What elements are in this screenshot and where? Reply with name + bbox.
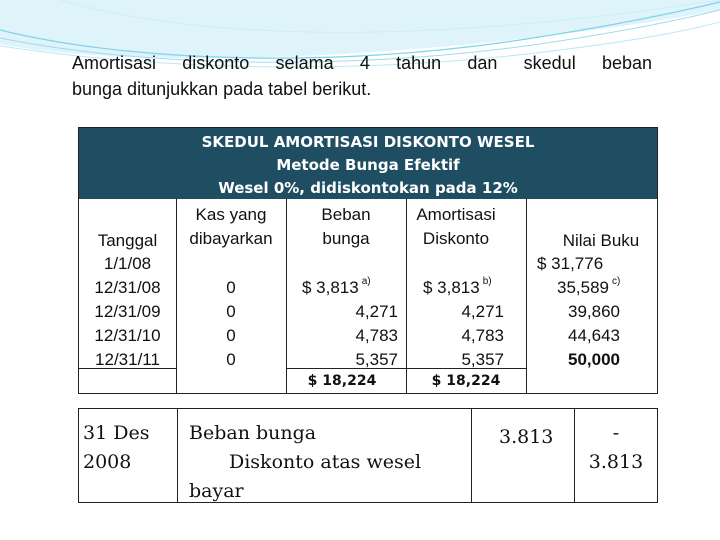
total-interest: $ 18,224: [307, 373, 377, 389]
cash-cell: 0: [226, 350, 236, 369]
intro-line-1: Amortisasi diskonto selama 4 tahun dan skedul beban: [72, 53, 652, 73]
header-tanggal: Tanggal: [97, 231, 158, 250]
journal-account-debit: Beban bunga: [189, 422, 317, 444]
amortization-cell: 5,357: [461, 350, 504, 369]
date-cell: 12/31/11: [95, 350, 160, 369]
header-nilai-buku: Nilai Buku: [562, 231, 640, 250]
journal-date-year: 2008: [83, 451, 132, 473]
book-value-cell: 44,643: [568, 326, 620, 345]
schedule-note: Wesel 0%, didiskontokan pada 12%: [218, 179, 518, 197]
book-value-cell: 50,000: [568, 350, 620, 369]
footnote-b: b): [482, 276, 492, 287]
interest-cell: $ 3,813 $^{a)}$: [302, 276, 371, 297]
interest-cell: 5,357: [355, 350, 398, 369]
journal-account-credit-cont: bayar: [189, 480, 244, 502]
intro-line-2: bunga ditunjukkan pada tabel berikut.: [72, 79, 372, 99]
date-cell: 1/1/08: [103, 254, 152, 273]
journal-credit-amount: 3.813: [588, 451, 644, 473]
journal-entry-table: [78, 408, 658, 503]
intro-text: [72, 50, 652, 102]
schedule-header: [79, 128, 657, 199]
journal-account-credit: Diskonto atas wesel: [229, 451, 422, 473]
schedule-title: SKEDUL AMORTISASI DISKONTO WESEL: [201, 133, 535, 151]
journal-credit-dash: -: [612, 422, 620, 444]
book-value-cell: 39,860: [568, 302, 620, 321]
footnote-a: a): [361, 276, 371, 287]
book-value-cell: $ 31,776: [537, 254, 604, 273]
cash-cell: 0: [226, 302, 236, 321]
cash-cell: 0: [226, 278, 236, 297]
header-kas-line2: dibayarkan: [189, 229, 273, 248]
journal-date-day: 31 Des: [83, 422, 150, 444]
interest-cell: 4,783: [355, 326, 398, 345]
cash-cell: 0: [226, 326, 236, 345]
book-value-cell: 35,589 $^{c)}$: [557, 276, 621, 297]
date-cell: 12/31/08: [94, 278, 161, 297]
header-beban-line1: Beban: [321, 205, 371, 224]
total-amortization: $ 18,224: [431, 373, 501, 389]
header-amortisasi-line2: Diskonto: [422, 229, 490, 248]
amortization-cell: $ 3,813 $^{b)}$: [423, 276, 492, 297]
header-amortisasi-line1: Amortisasi: [416, 205, 496, 224]
date-cell: 12/31/10: [94, 326, 161, 345]
footnote-c: c): [612, 276, 621, 287]
header-kas-line1: Kas yang: [195, 205, 267, 224]
interest-cell: 4,271: [355, 302, 398, 321]
amortization-cell: 4,783: [461, 326, 504, 345]
col-divider: [471, 409, 472, 502]
schedule-subtitle: Metode Bunga Efektif: [276, 156, 460, 174]
date-cell: 12/31/09: [94, 302, 161, 321]
amortization-cell: 4,271: [461, 302, 504, 321]
col-divider: [177, 409, 178, 502]
journal-debit-amount: 3.813: [499, 426, 554, 448]
header-beban-line2: bunga: [322, 229, 370, 248]
amortization-schedule-table: [78, 127, 658, 394]
